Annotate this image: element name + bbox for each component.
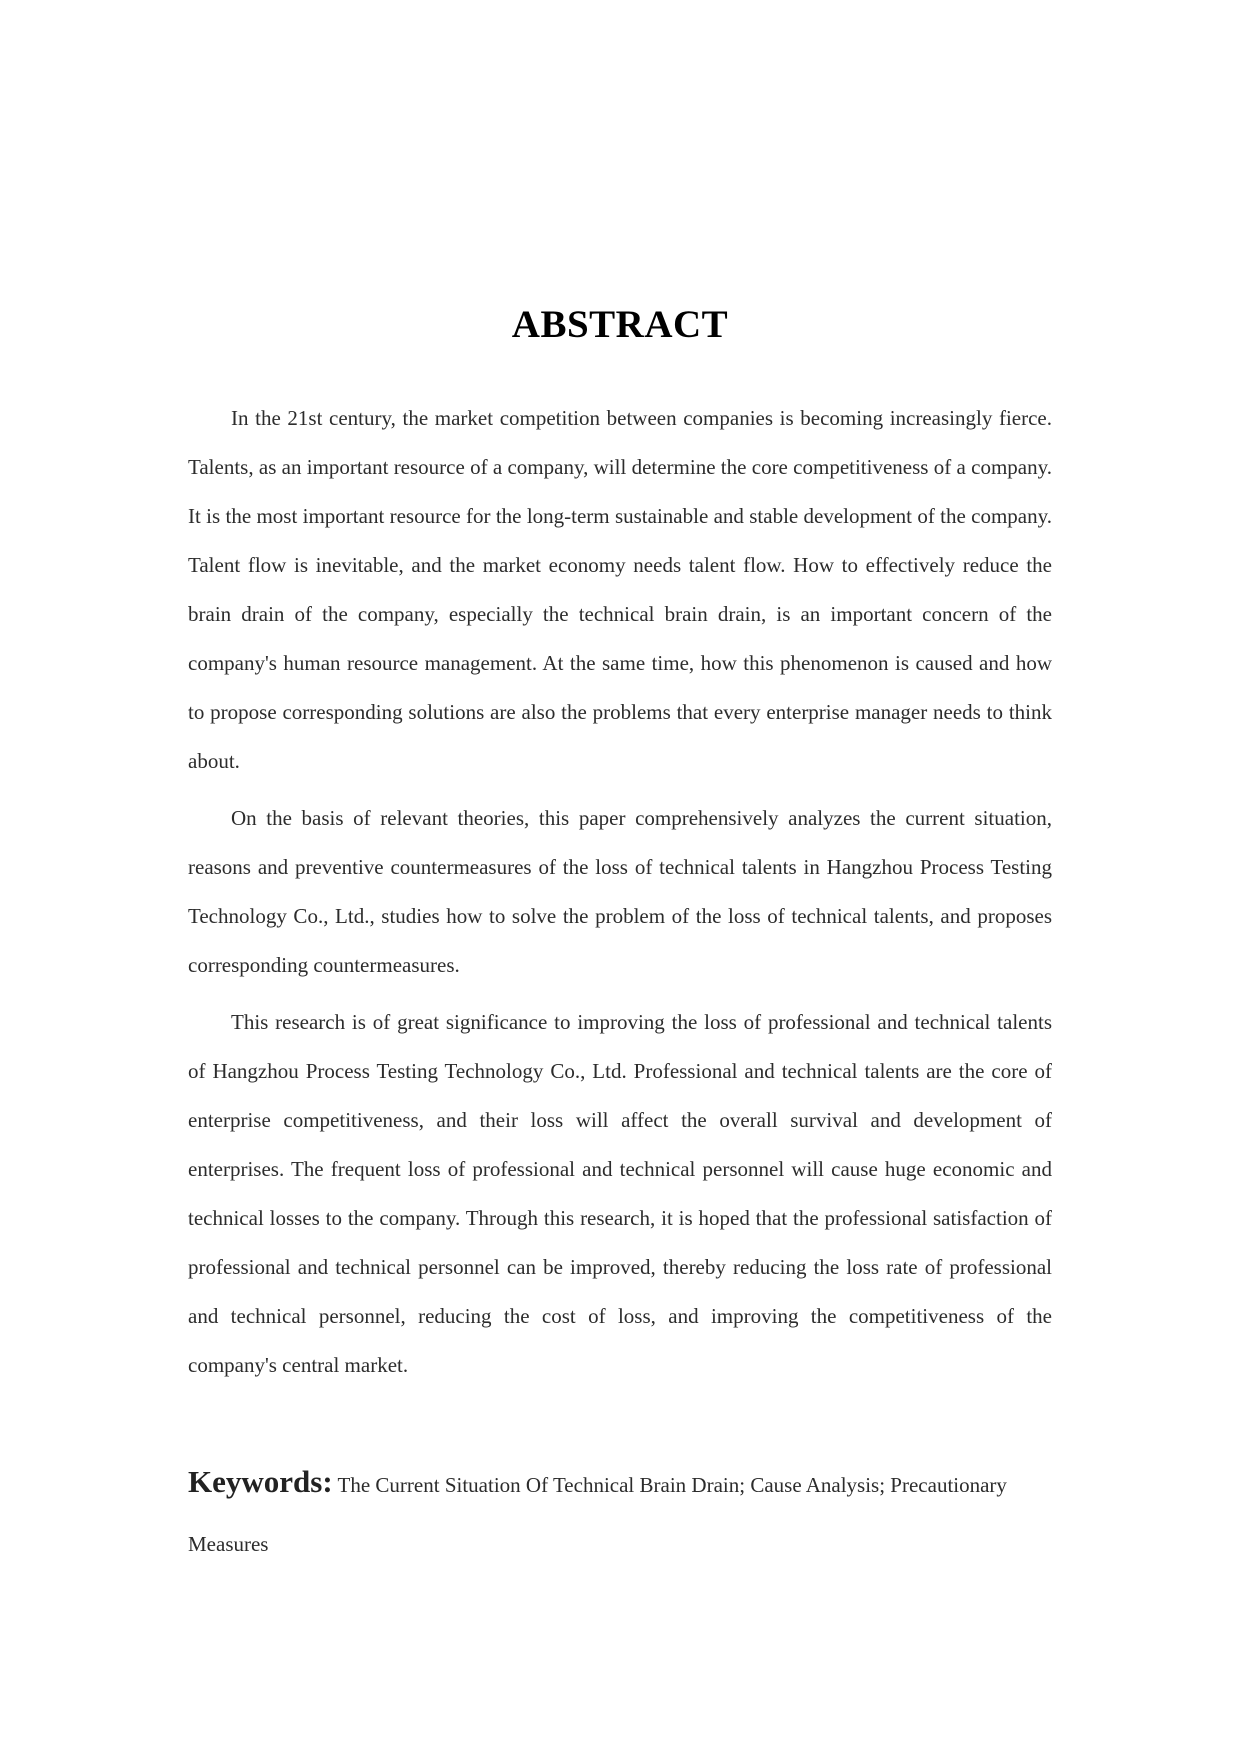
keywords-text: The Current Situation Of Technical Brain Drain; Cause Analysis; Precautionary Measures <box>188 1473 1007 1556</box>
abstract-paragraph-1: In the 21st century, the market competition between companies is becoming increasingly fierce. Talents, as an important resource of a company, will determine the core competitiveness of a company. It is the most important resource for the long-term sustainable and stable development of the company. Talent flow is inevitable, and the market economy needs talent flow. How to effectively reduce the brain drain of the company, especially the technical brain drain, is an important concern of the company's human resource management. At the same time, how this phenomenon is caused and how to propose corresponding solutions are also the problems that every enterprise manager needs to think about. <box>188 406 1052 773</box>
keywords-label: Keywords: <box>188 1464 333 1499</box>
abstract-body <box>188 394 1052 1398</box>
page-title: ABSTRACT <box>511 303 729 346</box>
abstract-paragraph-3: This research is of great significance to improving the loss of professional and technical talents of Hangzhou Process Testing Technology Co., Ltd. Professional and technical talents are the core of enterprise competitiveness, and their loss will affect the overall survival and development of enterprises. The frequent loss of professional and technical personnel will cause huge economic and technical losses to the company. Through this research, it is hoped that the professional satisfaction of professional and technical personnel can be improved, thereby reducing the loss rate of professional and technical personnel, reducing the cost of loss, and improving the competitiveness of the company's central market. <box>188 1010 1052 1377</box>
keywords-section <box>188 1452 1052 1574</box>
abstract-paragraph-2: On the basis of relevant theories, this paper comprehensively analyzes the current situation, reasons and preventive countermeasures of the loss of technical talents in Hangzhou Process Testing Technology Co., Ltd., studies how to solve the problem of the loss of technical talents, and proposes corresponding countermeasures. <box>188 806 1052 977</box>
